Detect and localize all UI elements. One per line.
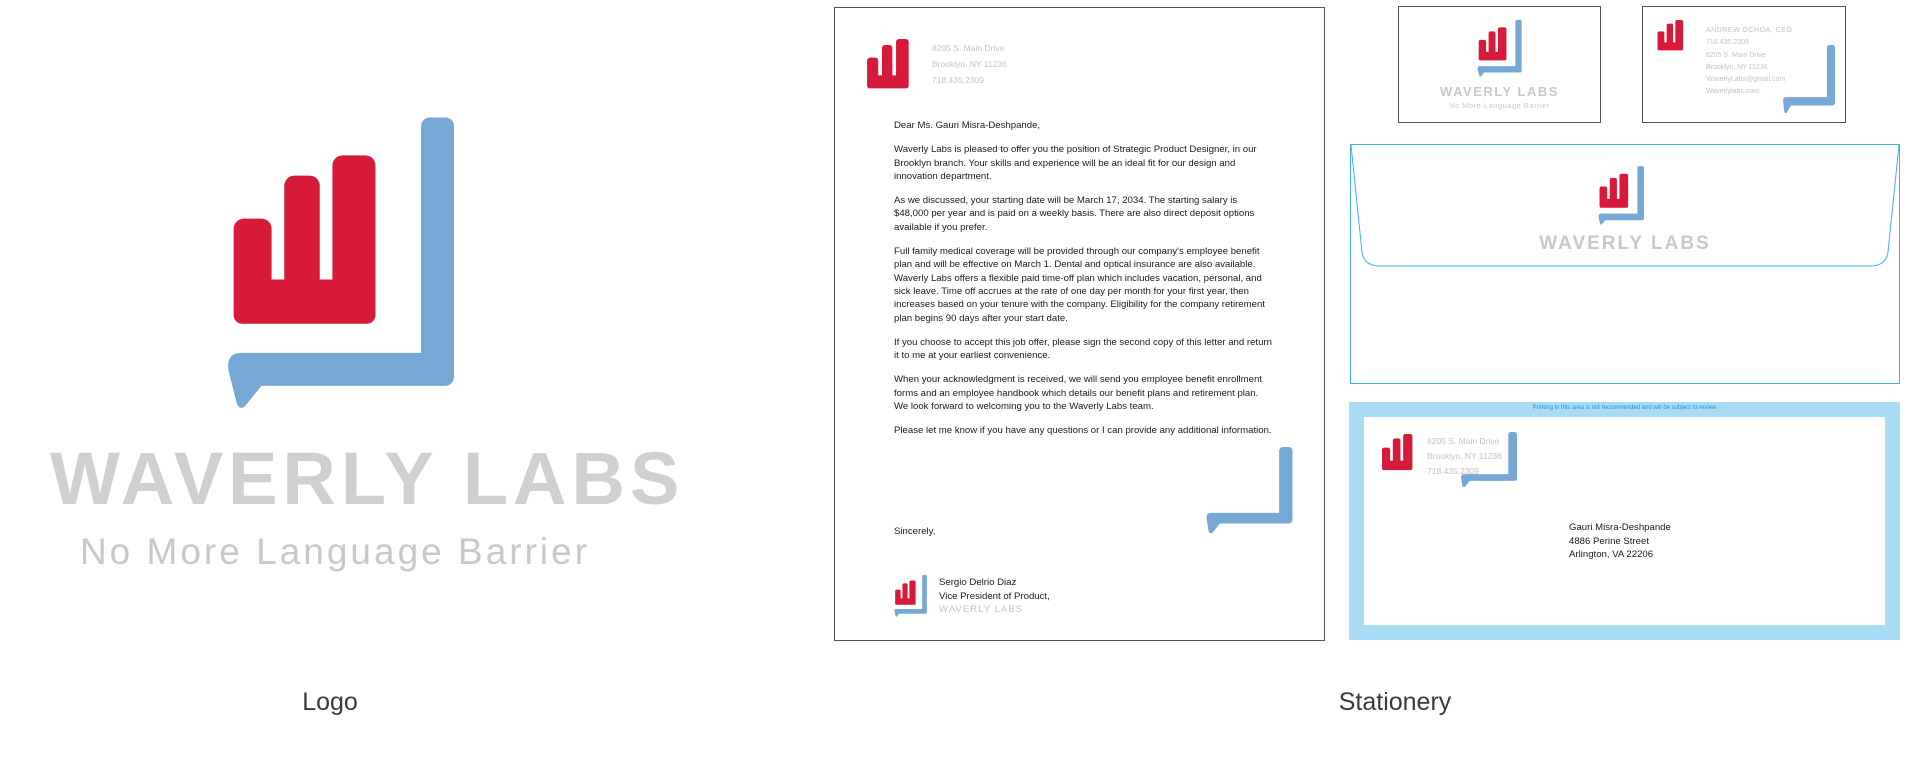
recipient-street: 4886 Perine Street (1569, 535, 1650, 547)
card-back-line: 8205 S. Main Drive (1706, 51, 1766, 59)
card-back-logo-icon (1656, 20, 1686, 52)
card-back-line: 718.435.2309 (1706, 39, 1749, 47)
label-recipient (1569, 521, 1671, 562)
signer-title: Vice President of Product, (939, 590, 1050, 602)
letter-paragraph: Please let me know if you have any questions or I can provide any additional information. (894, 425, 1272, 437)
card-back-line: Brooklyn, NY 11236 (1706, 63, 1768, 71)
letter-paragraph: Waverly Labs is pleased to offer you the position of Strategic Product Designer, in our Brooklyn branch. Your skills and experience will be an ideal fit for our design and innovation department. (894, 144, 1257, 182)
letterhead-address-phone: 718.435.2309 (932, 75, 984, 85)
letterhead-address (932, 43, 1007, 85)
card-back-line: WaverlyLabs@gmail.com (1706, 76, 1786, 84)
letter-paragraph: If you choose to accept this job offer, please sign the second copy of this letter and return it to me at your earliest convenience. (894, 336, 1272, 362)
card-back-details (1706, 25, 1792, 99)
logo-caption: Logo (302, 688, 358, 716)
letterhead-corner-bubble-icon (1204, 447, 1295, 533)
recipient-name: Gauri Misra-Deshpande (1569, 522, 1671, 533)
label-corner-bubble-icon (1461, 432, 1517, 487)
letter-closing: Sincerely, (894, 526, 936, 537)
recipient-city: Arlington, VA 22206 (1569, 549, 1654, 560)
business-card-back (1642, 6, 1846, 123)
card-back-corner-bubble-icon (1783, 45, 1835, 113)
letterhead-address-street: 8205 S. Main Drive (932, 43, 1005, 53)
card-front-brand-name: WAVERLY LABS (1440, 84, 1559, 99)
logo-brand-name: WAVERLY LABS (50, 437, 685, 520)
label-return-city: Brooklyn, NY 11236 (1427, 451, 1502, 461)
label-printable-area (1364, 417, 1885, 625)
signer-name: Sergio Delrio Diaz (939, 577, 1017, 588)
signature-logo-icon (894, 575, 927, 617)
business-card-front (1398, 6, 1601, 123)
mailing-label (1349, 402, 1900, 640)
envelope-logo-icon (1598, 166, 1644, 225)
letterhead-page (834, 7, 1325, 641)
letterhead-address-city: Brooklyn, NY 11236 (932, 59, 1007, 69)
letter-salutation: Dear Ms. Gauri Misra-Deshpande, (894, 120, 1041, 131)
waverly-logo-icon (226, 117, 454, 409)
card-back-line: ANDREW OCHOA, CEO (1706, 27, 1793, 34)
logo-tagline: No More Language Barrier (79, 531, 591, 572)
label-return-phone: 718.435.2309 (1427, 466, 1479, 476)
signature-block (939, 576, 1050, 617)
stationery-caption: Stationery (1338, 688, 1452, 716)
envelope-brand-name: WAVERLY LABS (1539, 233, 1711, 254)
card-back-line: Waverlylabs.com (1706, 88, 1760, 96)
label-return-street: 8205 S. Main Drive (1427, 436, 1500, 446)
card-front-tagline: No More Language Barrier (1449, 101, 1550, 110)
letter-paragraph: Full family medical coverage will be provided through our company's employee benefit plan and will be effective on March 1. Dental and optical insurance are also available. Waverly Labs offers a flexible paid time-off plan which includes vacation, personal, and sick leave. Time off accrues at the rate of one day per month for your first year, then increases based on your tenure with the company. Eligibility for the company retirement plan begins 90 days after your start date. (894, 246, 1265, 324)
signer-company: WAVERLY LABS (939, 604, 1024, 615)
letter-body (894, 119, 1272, 449)
letterhead-logo-icon (864, 39, 914, 91)
letter-paragraph: When your acknowledgment is received, we will send you employee benefit enrollment forms and an employee handbook which details our benefit plans and retirement plan. We look forward to welcoming you to the Waverly Labs team. (894, 374, 1262, 413)
letter-paragraph: As we discussed, your starting date will be March 17, 2034. The starting salary is $48,000 per year and is paid on a weekly basis. There are also direct deposit options available if you prefer. (894, 195, 1255, 233)
card-front-logo-icon (1477, 20, 1522, 77)
label-logo-icon (1379, 434, 1417, 472)
label-warning: Printing in this area is not recommended and will be subject to review (1532, 405, 1717, 411)
